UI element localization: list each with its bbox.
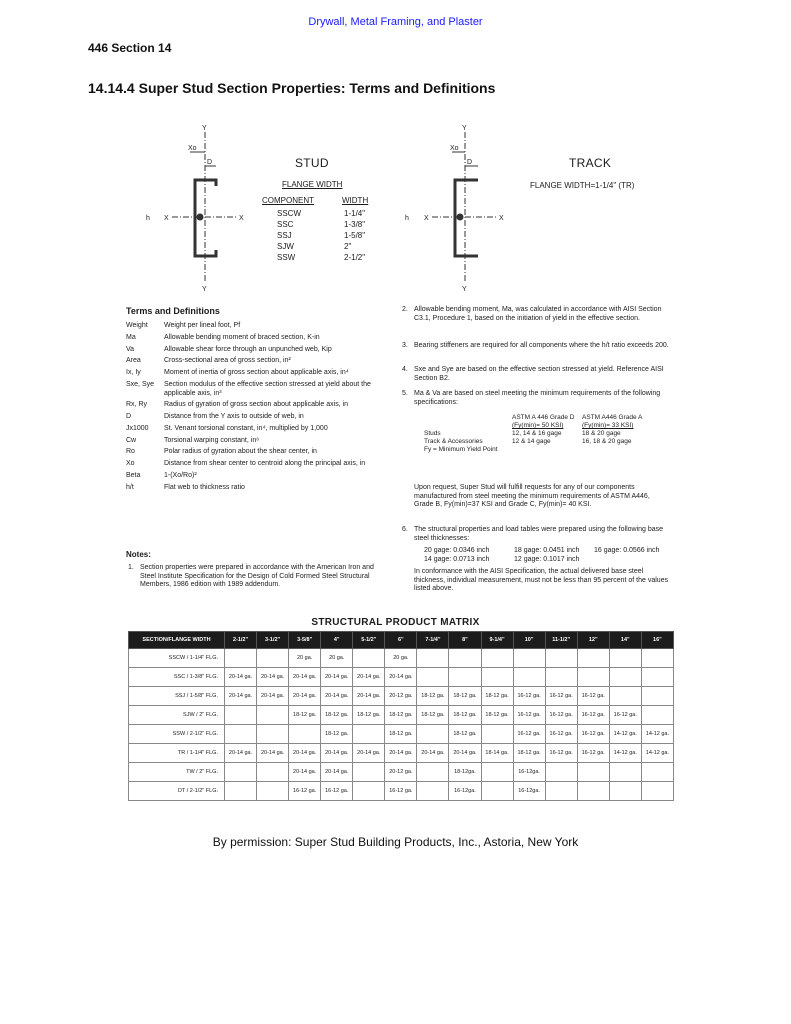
- term-abbr: Ix, Iy: [126, 369, 141, 376]
- matrix-cell: 18-14 ga.: [481, 744, 513, 763]
- matrix-cell: [609, 782, 641, 801]
- matrix-header-width: 11-1/2": [545, 632, 577, 649]
- matrix-cell: [225, 649, 257, 668]
- term-def: Distance from the Y axis to outside of web, in: [164, 413, 304, 420]
- matrix-cell: 16-12 ga.: [577, 725, 609, 744]
- matrix-cell: [225, 763, 257, 782]
- matrix-cell: 20-14 ga.: [321, 763, 353, 782]
- term-def: Flat web to thickness ratio: [164, 483, 245, 491]
- term-row: [126, 357, 388, 366]
- matrix-cell: [257, 706, 289, 725]
- matrix-cell: 16-12 ga.: [577, 744, 609, 763]
- terms-title: Terms and Definitions: [126, 306, 220, 316]
- matrix-cell: [545, 668, 577, 687]
- stud-width: 1-5/8": [344, 231, 366, 240]
- stud-d-label: D: [207, 159, 213, 166]
- matrix-row-label: SSC / 1-3/8" FLG.: [129, 668, 225, 687]
- matrix-cell: [545, 649, 577, 668]
- term-row: [126, 413, 388, 422]
- matrix-cell: 16-12ga.: [449, 782, 481, 801]
- matrix-cell: 16-12 ga.: [513, 725, 545, 744]
- track-d-label: D: [467, 159, 473, 166]
- stud-flange-width-label: FLANGE WIDTH: [282, 180, 343, 189]
- note-text: Bearing stiffeners are required for all components where the h/t ratio exceeds 200.: [414, 342, 669, 349]
- matrix-cell: 16-12 ga.: [513, 706, 545, 725]
- matrix-cell: [353, 725, 385, 744]
- thickness-18: 18 gage: 0.0451 inch: [514, 547, 580, 554]
- matrix-header-width: 2-1/2": [225, 632, 257, 649]
- matrix-row-label: SJW / 2" FLG.: [129, 706, 225, 725]
- matrix-row: [129, 782, 674, 801]
- track-h-label: h: [405, 215, 409, 222]
- matrix-row: [129, 687, 674, 706]
- note-6: [402, 526, 670, 543]
- matrix-header-width: 7-1/4": [417, 632, 449, 649]
- matrix-body: [129, 649, 674, 801]
- note-text: Sxe and Sye are based on the effective section stressed at yield. Reference AISI Section B2.: [414, 366, 664, 382]
- term-row: [126, 448, 388, 457]
- spec-cell: 12 & 14 gage: [512, 438, 551, 445]
- term-row: [126, 381, 388, 399]
- steel-spec-table: [424, 414, 646, 454]
- spec-cell: 16, 18 & 20 gage: [582, 438, 632, 445]
- stud-component: SSW: [277, 253, 296, 262]
- term-row: [126, 460, 388, 469]
- stud-xo-label: Xo: [188, 145, 197, 152]
- matrix-cell: [481, 649, 513, 668]
- term-def: Cross-sectional area of gross section, in²: [164, 357, 291, 365]
- term-def: St. Venant torsional constant, in⁴, multiplied by 1,000: [164, 424, 328, 432]
- matrix-cell: 20-12 ga.: [385, 763, 417, 782]
- matrix-cell: [609, 668, 641, 687]
- matrix-cell: 16-12 ga.: [513, 687, 545, 706]
- matrix-header-width: 3-1/2": [257, 632, 289, 649]
- term-row: [126, 472, 388, 481]
- term-def: Radius of gyration of gross section about applicable axis, in: [164, 401, 349, 409]
- matrix-cell: [641, 649, 673, 668]
- matrix-row: [129, 649, 674, 668]
- matrix-cell: 20-14 ga.: [289, 687, 321, 706]
- term-abbr: Ro: [126, 448, 135, 456]
- matrix-header-width: 3-5/8": [289, 632, 321, 649]
- term-def: Polar radius of gyration about the shear center, in: [164, 448, 317, 456]
- matrix-row: [129, 668, 674, 687]
- matrix-header-width: 6": [385, 632, 417, 649]
- matrix-cell: 18-12 ga.: [417, 706, 449, 725]
- matrix-header-row: [129, 632, 674, 649]
- matrix-cell: [417, 649, 449, 668]
- matrix-cell: [641, 706, 673, 725]
- term-abbr: Va: [126, 345, 135, 353]
- stud-component-list: [277, 208, 301, 263]
- matrix-cell: 20-14 ga.: [353, 668, 385, 687]
- stud-title: STUD: [295, 156, 329, 170]
- matrix-cell: [641, 668, 673, 687]
- track-x-label-right: X: [499, 215, 504, 222]
- note-text: The structural properties and load tables were prepared using the following base steel thicknesses:: [414, 526, 664, 542]
- term-def: 1-(Xo/Ro)²: [164, 471, 197, 479]
- stud-y-label-bottom: Y: [202, 286, 207, 293]
- term-abbr: Beta: [126, 471, 141, 479]
- matrix-cell: 18-12 ga.: [449, 687, 481, 706]
- term-row: [126, 346, 388, 355]
- stud-width: 1-1/4": [344, 209, 366, 218]
- matrix-cell: 14-12 ga.: [641, 725, 673, 744]
- stud-x-label-left: X: [164, 215, 169, 222]
- matrix-cell: 16-12 ga.: [545, 706, 577, 725]
- stud-shear-center: [197, 214, 203, 220]
- term-def: Allowable shear force through an unpunched web, Kip: [164, 345, 332, 353]
- matrix-cell: [641, 763, 673, 782]
- spec-cell: 12, 14 & 16 gage: [512, 430, 562, 437]
- matrix-cell: 20 ga.: [289, 649, 321, 668]
- matrix-header-width: 12": [577, 632, 609, 649]
- matrix-cell: [417, 668, 449, 687]
- spec-sub: (Fy(min)= 33 KSI): [582, 422, 634, 429]
- matrix-cell: 16-12 ga.: [609, 706, 641, 725]
- matrix-cell: [641, 782, 673, 801]
- stud-width: 1-3/8": [344, 220, 366, 229]
- matrix-header-width: 9-1/4": [481, 632, 513, 649]
- matrix-cell: 18-12 ga.: [353, 706, 385, 725]
- matrix-cell: 16-12 ga.: [289, 782, 321, 801]
- term-abbr: Xo: [126, 460, 135, 467]
- matrix-cell: [225, 706, 257, 725]
- matrix-cell: 16-12ga.: [513, 763, 545, 782]
- matrix-row-label: TR / 1-1/4" FLG.: [129, 744, 225, 763]
- matrix-cell: [289, 725, 321, 744]
- matrix-cell: 18-12 ga.: [321, 706, 353, 725]
- term-row: [126, 334, 388, 343]
- term-abbr: Ma: [126, 333, 136, 341]
- matrix-cell: 20 ga.: [385, 649, 417, 668]
- matrix-cell: 14-12 ga.: [641, 744, 673, 763]
- track-shear-center: [457, 214, 463, 220]
- matrix-cell: 20-14 ga.: [385, 668, 417, 687]
- stud-y-label-top: Y: [202, 125, 207, 132]
- note-4: [402, 366, 670, 383]
- note-3: [402, 342, 670, 351]
- matrix-cell: 18-12 ga.: [481, 687, 513, 706]
- matrix-cell: 20-14 ga.: [417, 744, 449, 763]
- term-abbr: h/t: [126, 483, 134, 491]
- permission-credit: By permission: Super Stud Building Products, Inc., Astoria, New York: [212, 835, 579, 849]
- matrix-cell: 16-12 ga.: [321, 782, 353, 801]
- matrix-row-label: DT / 2-1/2" FLG.: [129, 782, 225, 801]
- matrix-cell: 18-12 ga.: [513, 744, 545, 763]
- matrix-cell: 20-14 ga.: [257, 744, 289, 763]
- matrix-cell: 20-14 ga.: [385, 744, 417, 763]
- matrix-cell: [481, 668, 513, 687]
- matrix-header-width: 10": [513, 632, 545, 649]
- spec-sub: (Fy(min)= 50 KSI): [512, 422, 564, 429]
- matrix-header-width: 8": [449, 632, 481, 649]
- matrix-cell: 18-12 ga.: [449, 725, 481, 744]
- term-row: [126, 369, 388, 378]
- note-number: 1.: [128, 564, 134, 571]
- matrix-row-label: TW / 2" FLG.: [129, 763, 225, 782]
- matrix-cell: 20-14 ga.: [321, 687, 353, 706]
- matrix-cell: [257, 725, 289, 744]
- matrix-cell: 16-12 ga.: [577, 706, 609, 725]
- term-def: Weight per lineal foot, Pf: [164, 322, 241, 329]
- matrix-cell: 20-14 ga.: [289, 744, 321, 763]
- matrix-cell: [353, 649, 385, 668]
- term-abbr: Jx1000: [126, 424, 149, 432]
- term-row: [126, 322, 388, 331]
- matrix-cell: [577, 763, 609, 782]
- stud-width: 2": [344, 242, 352, 251]
- track-flange-width-label: FLANGE WIDTH=1-1/4" (TR): [530, 181, 635, 190]
- track-y-label-bottom: Y: [462, 286, 467, 293]
- matrix-cell: 18-12 ga.: [385, 725, 417, 744]
- term-row: [126, 437, 388, 446]
- track-xo-label: Xo: [450, 145, 459, 152]
- matrix-header-section: SECTION/FLANGE WIDTH: [129, 632, 225, 649]
- matrix-cell: 20-14 ga.: [257, 687, 289, 706]
- matrix-cell: [545, 763, 577, 782]
- matrix-cell: 20-14 ga.: [225, 668, 257, 687]
- matrix-cell: [513, 649, 545, 668]
- thickness-14: 14 gage: 0.0713 inch: [424, 556, 490, 563]
- matrix-cell: 20-14 ga.: [353, 744, 385, 763]
- matrix-cell: 20-14 ga.: [225, 744, 257, 763]
- matrix-cell: 20-14 ga.: [289, 763, 321, 782]
- matrix-cell: 18-12 ga.: [385, 706, 417, 725]
- term-abbr: Rx, Ry: [126, 401, 147, 409]
- term-abbr: Sxe, Sye: [126, 380, 155, 388]
- matrix-cell: [257, 782, 289, 801]
- matrix-cell: 20 ga.: [321, 649, 353, 668]
- term-def: Section modulus of the effective section stressed at yield about the applicable axis, in³: [164, 380, 371, 397]
- spec-row-label: Studs: [424, 430, 441, 437]
- stud-component: SJW: [277, 242, 294, 251]
- matrix-header-width: 5-1/2": [353, 632, 385, 649]
- matrix-cell: 20-14 ga.: [289, 668, 321, 687]
- note-text: Allowable bending moment, Ma, was calculated in accordance with AISI Section C3.1, Procedure 1, based on the initiation of yield in the effective section.: [414, 306, 662, 322]
- stud-x-label-right: X: [239, 215, 244, 222]
- term-def: Moment of inertia of gross section about applicable axis, in⁴: [164, 369, 349, 376]
- matrix-cell: 18-12 ga.: [481, 706, 513, 725]
- stud-width: 2-1/2": [344, 253, 366, 262]
- note-number: 5.: [402, 390, 408, 397]
- stud-component: SSJ: [277, 231, 292, 240]
- matrix-cell: 16-12ga.: [513, 782, 545, 801]
- track-y-label-top: Y: [462, 125, 467, 132]
- matrix-cell: [417, 763, 449, 782]
- matrix-cell: 18-12 ga.: [449, 706, 481, 725]
- spec-head: ASTM A446 Grade A: [582, 414, 643, 421]
- matrix-cell: [225, 782, 257, 801]
- matrix-cell: [353, 763, 385, 782]
- note-number: 4.: [402, 366, 408, 373]
- matrix-row: [129, 763, 674, 782]
- matrix-row: [129, 744, 674, 763]
- matrix-cell: 20-14 ga.: [321, 744, 353, 763]
- matrix-cell: 18-12 ga.: [321, 725, 353, 744]
- thickness-20: 20 gage: 0.0346 inch: [424, 547, 490, 554]
- spec-cell: 18 & 20 gage: [582, 430, 621, 437]
- matrix-cell: 18-12ga.: [449, 763, 481, 782]
- section-heading: 14.14.4 Super Stud Section Properties: Terms and Definitions: [88, 80, 496, 96]
- term-abbr: Area: [126, 357, 141, 365]
- stud-width-list: [344, 208, 365, 263]
- matrix-cell: [577, 782, 609, 801]
- matrix-cell: 16-12 ga.: [385, 782, 417, 801]
- section-diagram: [0, 0, 791, 300]
- term-def: Distance from shear center to centroid along the principal axis, in: [164, 460, 366, 467]
- matrix-row: [129, 725, 674, 744]
- matrix-cell: [481, 782, 513, 801]
- matrix-cell: 16-12 ga.: [545, 744, 577, 763]
- matrix-cell: [449, 668, 481, 687]
- term-def: Allowable bending moment of braced section, K-in: [164, 333, 320, 341]
- matrix-row-label: SSW / 2-1/2" FLG.: [129, 725, 225, 744]
- stud-component-header: COMPONENT: [262, 196, 314, 205]
- book-title-header: Drywall, Metal Framing, and Plaster: [308, 16, 483, 28]
- matrix-cell: 20-12 ga.: [385, 687, 417, 706]
- matrix-cell: [417, 782, 449, 801]
- notes-title: Notes:: [126, 550, 151, 559]
- note-text: Ma & Va are based on steel meeting the minimum requirements of the following specifications:: [414, 390, 661, 406]
- matrix-cell: [609, 763, 641, 782]
- matrix-cell: 14-12 ga.: [609, 725, 641, 744]
- structural-product-matrix: [128, 631, 674, 801]
- matrix-cell: 16-12 ga.: [545, 725, 577, 744]
- matrix-cell: 14-12 ga.: [609, 744, 641, 763]
- matrix-cell: [417, 725, 449, 744]
- fy-definition: Fy = Minimum Yield Point: [424, 446, 498, 453]
- conformance-paragraph: In conformance with the AISI Specification, the actual delivered base steel thickness, individual measurement, must not be less than 95 percent of the values listed above.: [414, 568, 669, 593]
- matrix-cell: [545, 782, 577, 801]
- matrix-cell: [513, 668, 545, 687]
- stud-component: SSCW: [277, 209, 301, 218]
- page-section-label: 446 Section 14: [88, 41, 172, 55]
- matrix-cell: [641, 687, 673, 706]
- thickness-16: 16 gage: 0.0566 inch: [594, 547, 660, 554]
- matrix-cell: 20-14 ga.: [449, 744, 481, 763]
- spec-head: ASTM A 446 Grade D: [512, 414, 575, 421]
- matrix-header-width: 14": [609, 632, 641, 649]
- matrix-cell: 20-14 ga.: [321, 668, 353, 687]
- term-row: [126, 401, 388, 410]
- matrix-cell: 16-12 ga.: [577, 687, 609, 706]
- matrix-row-label: SSCW / 1-1/4" FLG.: [129, 649, 225, 668]
- matrix-cell: [353, 782, 385, 801]
- matrix-title: STRUCTURAL PRODUCT MATRIX: [311, 617, 480, 628]
- matrix-header-width: 16": [641, 632, 673, 649]
- matrix-cell: [609, 687, 641, 706]
- matrix-cell: [577, 649, 609, 668]
- term-row: [126, 425, 388, 434]
- stud-h-label: h: [146, 215, 150, 222]
- matrix-cell: 20-14 ga.: [257, 668, 289, 687]
- matrix-cell: 18-12 ga.: [417, 687, 449, 706]
- matrix-cell: 20-14 ga.: [225, 687, 257, 706]
- thickness-12: 12 gage: 0.1017 inch: [514, 556, 580, 563]
- term-def: Torsional warping constant, in⁶: [164, 436, 260, 444]
- matrix-cell: [481, 725, 513, 744]
- matrix-row-label: SSJ / 1-5/8" FLG.: [129, 687, 225, 706]
- stud-width-header: WIDTH: [342, 196, 369, 205]
- matrix-cell: [257, 763, 289, 782]
- terms-list: [126, 322, 388, 495]
- matrix-cell: [609, 649, 641, 668]
- note-1: [128, 564, 390, 590]
- note-5: [402, 390, 670, 407]
- term-row: [126, 484, 388, 493]
- note-number: 6.: [402, 526, 408, 533]
- track-title: TRACK: [569, 156, 612, 170]
- stud-component: SSC: [277, 220, 294, 229]
- matrix-cell: [225, 725, 257, 744]
- matrix-header-width: 4": [321, 632, 353, 649]
- matrix-cell: [481, 763, 513, 782]
- matrix-cell: [577, 668, 609, 687]
- matrix-cell: 16-12 ga.: [545, 687, 577, 706]
- track-x-label-left: X: [424, 215, 429, 222]
- matrix-cell: [257, 649, 289, 668]
- spec-row-label: Track & Accessories: [424, 438, 483, 445]
- matrix-cell: [449, 649, 481, 668]
- term-abbr: Weight: [126, 322, 148, 329]
- term-abbr: Cw: [126, 436, 137, 444]
- note-number: 2.: [402, 306, 408, 313]
- term-abbr: D: [126, 413, 132, 420]
- matrix-row: [129, 706, 674, 725]
- note-2: [402, 306, 670, 323]
- matrix-cell: 18-12 ga.: [289, 706, 321, 725]
- matrix-cell: 20-14 ga.: [353, 687, 385, 706]
- note-number: 3.: [402, 342, 408, 349]
- note-text: Section properties were prepared in accordance with the American Iron and Steel Institute Specification for the Design of Cold Formed Steel Structural Members, 1986 edition with 1989 addendum.: [140, 564, 374, 589]
- upon-request-paragraph: Upon request, Super Stud will fulfill requests for any of our components manufactured from steel meeting the minimum requirements of ASTM A446, Grade B, Fy(min)=37 KSI and Grade C, Fy(min)= 40 KSI.: [414, 484, 650, 509]
